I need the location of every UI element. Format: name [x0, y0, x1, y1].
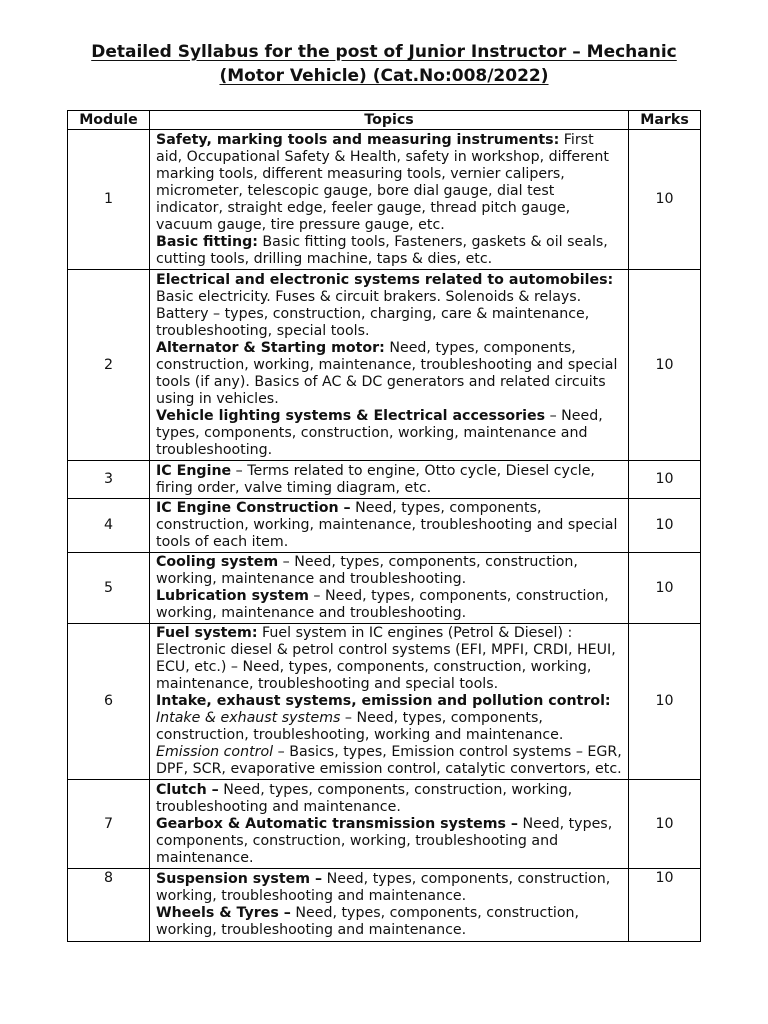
- topic-text: Need, types, components, construction, working, troubleshooting and maintenance.: [156, 782, 573, 815]
- module-number: 8: [68, 869, 150, 942]
- module-number: 6: [68, 624, 150, 780]
- table-row: [68, 624, 701, 780]
- topic-paragraph: [156, 871, 624, 905]
- title-line-1: Detailed Syllabus for the post of Junior Instructor – Mechanic: [91, 42, 677, 62]
- table-row: [68, 869, 701, 942]
- module-number: 5: [68, 553, 150, 624]
- topic-paragraph: [156, 500, 624, 551]
- document-title: [0, 40, 768, 88]
- table-row: [68, 499, 701, 553]
- module-number: 7: [68, 780, 150, 869]
- topics-cell: [150, 624, 629, 780]
- table-row: [68, 270, 701, 461]
- topic-heading: IC Engine Construction –: [156, 500, 351, 516]
- marks-value: 10: [629, 869, 701, 942]
- marks-value: 10: [629, 624, 701, 780]
- topic-text: Need, types, components, construction, working, maintenance, troubleshooting and special tools (if any). Basics of AC & DC generators and related circuits using in vehicles.: [156, 340, 618, 407]
- topic-paragraph: [156, 463, 624, 497]
- topics-cell: [150, 499, 629, 553]
- topic-text: – Need, types, components, construction, working, maintenance and troubleshooting.: [156, 554, 578, 587]
- topic-paragraph: [156, 554, 624, 588]
- topic-heading: Safety, marking tools and measuring instruments:: [156, 132, 560, 148]
- topic-paragraph: [156, 782, 624, 816]
- title-line-2: (Motor Vehicle) (Cat.No:008/2022): [219, 66, 549, 86]
- topic-paragraph: [156, 408, 624, 459]
- table-row: [68, 130, 701, 270]
- marks-value: 10: [629, 499, 701, 553]
- topic-text: First aid, Occupational Safety & Health, safety in workshop, different marking tools, different measuring tools, vernier calipers, micrometer, telescopic gauge, bore dial gauge, dial test indicator, straight edge, feeler gauge, thread pitch gauge, vacuum gauge, tire pressure gauge, etc.: [156, 132, 609, 233]
- marks-value: 10: [629, 461, 701, 499]
- topic-text: – Basics, types, Emission control systems – EGR, DPF, SCR, evaporative emission control, catalytic convertors, etc.: [156, 744, 622, 777]
- topic-paragraph: [156, 588, 624, 622]
- topic-paragraph: [156, 132, 624, 234]
- module-number: 4: [68, 499, 150, 553]
- topic-heading: Electrical and electronic systems related to automobiles:: [156, 272, 614, 288]
- topic-paragraph: [156, 340, 624, 408]
- topic-text: Need, types, components, construction, working, troubleshooting and maintenance.: [156, 816, 613, 866]
- header-module: Module: [68, 111, 150, 130]
- table-row: [68, 461, 701, 499]
- topic-subheading: Intake & exhaust systems: [156, 710, 341, 726]
- topic-paragraph: [156, 272, 624, 340]
- marks-value: 10: [629, 270, 701, 461]
- topic-heading: Gearbox & Automatic transmission systems –: [156, 816, 518, 832]
- table-row: [68, 780, 701, 869]
- topic-paragraph: [156, 905, 624, 939]
- topics-cell: [150, 553, 629, 624]
- topic-paragraph: [156, 234, 624, 268]
- syllabus-table: [67, 110, 701, 942]
- topic-text: Need, types, components, construction, working, troubleshooting and maintenance.: [156, 871, 611, 904]
- table-header-row: [68, 111, 701, 130]
- topic-paragraph: [156, 816, 624, 867]
- topic-text: Basic electricity. Fuses & circuit brakers. Solenoids & relays. Battery – types, construction, charging, care & maintenance, troubleshooting, special tools.: [156, 289, 590, 339]
- topics-cell: [150, 270, 629, 461]
- module-number: 3: [68, 461, 150, 499]
- topic-text: – Terms related to engine, Otto cycle, Diesel cycle, firing order, valve timing diagram, etc.: [156, 463, 595, 496]
- topic-heading: Intake, exhaust systems, emission and pollution control:: [156, 693, 611, 709]
- topic-heading: Fuel system:: [156, 625, 258, 641]
- marks-value: 10: [629, 553, 701, 624]
- marks-value: 10: [629, 780, 701, 869]
- topic-heading: Basic fitting:: [156, 234, 258, 250]
- topic-text: Need, types, components, construction, working, troubleshooting and maintenance.: [156, 905, 580, 938]
- topic-heading: Suspension system –: [156, 871, 323, 887]
- topic-heading: Cooling system: [156, 554, 279, 570]
- topics-cell: [150, 461, 629, 499]
- header-topics: Topics: [150, 111, 629, 130]
- table-row: [68, 553, 701, 624]
- topic-text: – Need, types, components, construction, working, maintenance and troubleshooting.: [156, 588, 609, 621]
- topic-subheading: Emission control: [156, 744, 274, 760]
- topic-heading: IC Engine: [156, 463, 232, 479]
- topic-paragraph: [156, 693, 624, 778]
- topics-cell: [150, 130, 629, 270]
- marks-value: 10: [629, 130, 701, 270]
- topic-heading: Wheels & Tyres –: [156, 905, 291, 921]
- module-number: 1: [68, 130, 150, 270]
- topic-text: Fuel system in IC engines (Petrol & Diesel) : Electronic diesel & petrol control systems (EFI, MPFI, CRDI, HEUI, ECU, etc.) – Need, types, components, construction, working, maintenance, troubleshooting and special tools.: [156, 625, 616, 692]
- topic-text: Basic fitting tools, Fasteners, gaskets & oil seals, cutting tools, drilling machine, taps & dies, etc.: [156, 234, 608, 267]
- topic-paragraph: [156, 625, 624, 693]
- module-number: 2: [68, 270, 150, 461]
- topic-text: – Need, types, components, construction, working, maintenance and troubleshooting.: [156, 408, 603, 458]
- topic-text: Need, types, components, construction, working, maintenance, troubleshooting and special tools of each item.: [156, 500, 618, 550]
- topic-heading: Alternator & Starting motor:: [156, 340, 385, 356]
- topic-heading: Lubrication system: [156, 588, 309, 604]
- topic-heading: Vehicle lighting systems & Electrical accessories: [156, 408, 546, 424]
- topics-cell: [150, 869, 629, 942]
- topics-cell: [150, 780, 629, 869]
- header-marks: Marks: [629, 111, 701, 130]
- topic-heading: Clutch –: [156, 782, 219, 798]
- topic-text: – Need, types, components, construction, troubleshooting, working and maintenance.: [156, 710, 564, 743]
